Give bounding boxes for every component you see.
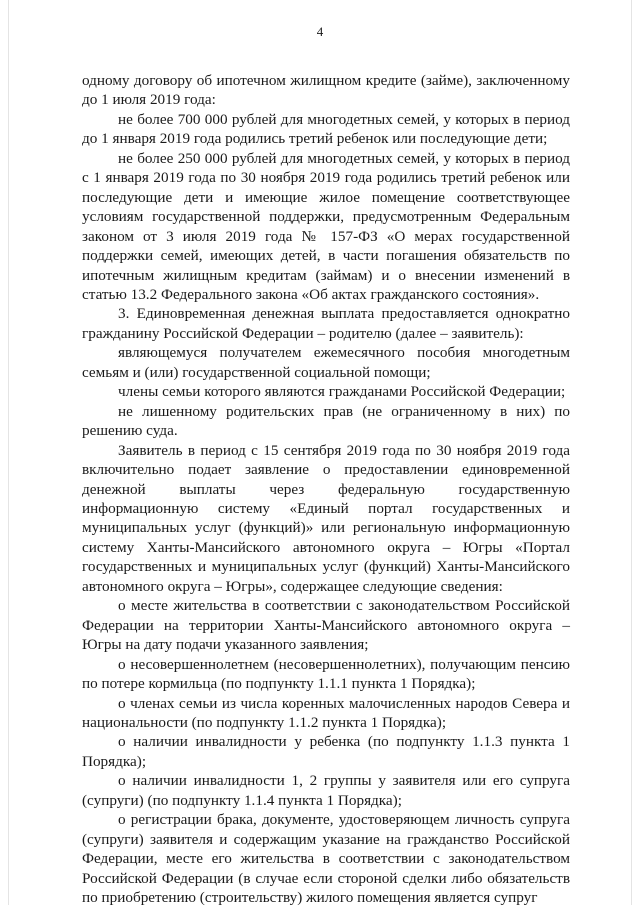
- page-number: 4: [316, 24, 324, 39]
- paragraph: о регистрации брака, документе, удостоверяющем личность супруга (супруги) заявителя и содержащим указание на гражданство Российской Федерации, месте его жительства в соответствии с законодательством Российской Федерации (в случае если стороной сделки либо обязательств по приобретению (строительству) жилого помещения является супруг: [82, 811, 570, 907]
- scan-edge-right: [631, 0, 632, 905]
- paragraph: не лишенному родительских прав (не ограниченному в них) по решению суда.: [82, 402, 570, 440]
- paragraph: Заявитель в период с 15 сентября 2019 года по 30 ноября 2019 года включительно подает заявление о предоставлении единовременной денежной выплаты через федеральную государственную информационную систему «Единый портал государственных и муниципальных услуг (функций)» или региональную информационную систему Ханты-Мансийского автономного округа – Югры «Портал государственных и муниципальных услуг (функций) Ханты-Мансийского автономного округа – Югры», содержащее следующие сведения:: [82, 441, 570, 595]
- paragraph: о несовершеннолетнем (несовершеннолетних), получающим пенсию по потере кормильца (по подпункту 1.1.1 пункта 1 Порядка);: [82, 655, 570, 693]
- paragraph: 3. Единовременная денежная выплата предоставляется однократно гражданину Российской Федерации – родителю (далее – заявитель):: [82, 305, 570, 342]
- paragraph: одному договору об ипотечном жилищном кредите (займе), заключенному до 1 июля 2019 года:: [82, 72, 570, 109]
- paragraph: о членах семьи из числа коренных малочисленных народов Севера и национальности (по подпункту 1.1.2 пункта 1 Порядка);: [82, 694, 570, 731]
- paragraph: о наличии инвалидности у ребенка (по подпункту 1.1.3 пункта 1 Порядка);: [82, 733, 570, 770]
- paragraph: члены семьи которого являются гражданами Российской Федерации;: [118, 383, 566, 401]
- paragraph: не более 700 000 рублей для многодетных семей, у которых в период до 1 января 2019 года родились третий ребенок или последующие дети;: [82, 110, 570, 148]
- paragraph: о месте жительства в соответствии с законодательством Российской Федерации на территории Ханты-Мансийского автономного округа – Югры на дату подачи указанного заявления;: [82, 597, 570, 654]
- scan-edge-left: [8, 0, 9, 905]
- paragraph: о наличии инвалидности 1, 2 группы у заявителя или его супруга (супруги) (по подпункту 1.1.4 пункта 1 Порядка);: [82, 772, 570, 809]
- document-body: [82, 71, 570, 907]
- paragraph: являющемуся получателем ежемесячного пособия многодетным семьям и (или) государственной социальной помощи;: [82, 344, 570, 381]
- paragraph: не более 250 000 рублей для многодетных семей, у которых в период с 1 января 2019 года по 30 ноября 2019 года родились третий ребенок или последующие дети и имеющие жилое помещение соответствующее условиям государственной поддержки, предусмотренным Федеральным законом от 3 июля 2019 года № 157-ФЗ «О мерах государственной поддержки семей, имеющих детей, в части погашения обязательств по ипотечным жилищным кредитам (займам) и о внесении изменений в статью 13.2 Федерального закона «Об актах гражданского состояния».: [82, 149, 570, 303]
